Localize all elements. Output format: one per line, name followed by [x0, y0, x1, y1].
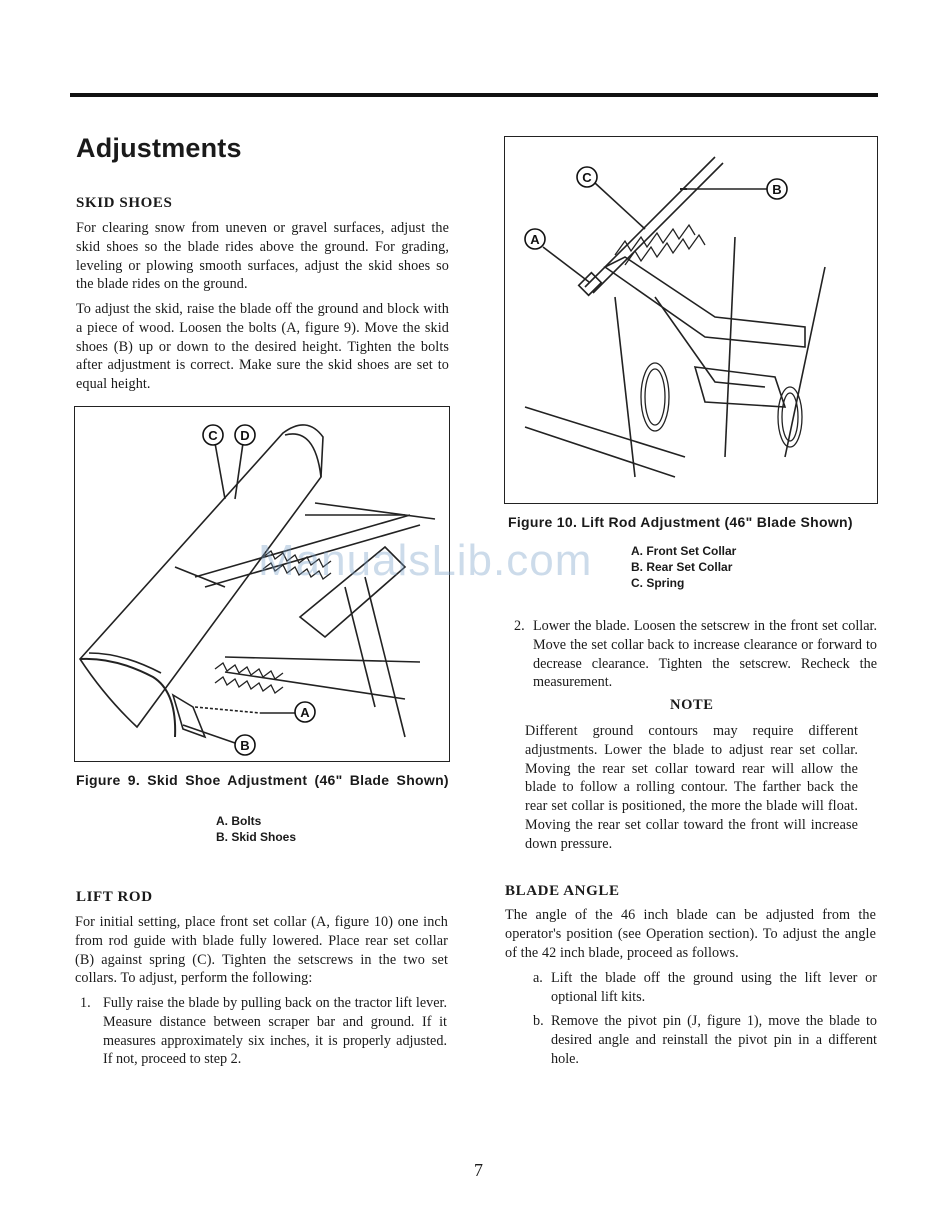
figure-9-legend: [216, 813, 296, 845]
blade-angle-paragraph: The angle of the 46 inch blade can be adjusted from the operator's position (see Operation section). To adjust the angle of the 42 inch blade, proceed as follows.: [505, 907, 876, 961]
watermark: ManualsLib.com: [258, 536, 593, 585]
figure-9-caption: Figure 9. Skid Shoe Adjustment (46" Blade Shown): [76, 772, 449, 788]
figure-9-illustration: [74, 406, 450, 762]
step-1-text: Fully raise the blade by pulling back on the tractor lift lever. Measure distance between scraper bar and ground. If it measures approximately six inches, it is properly adjusted. If not, proceed to step 2.: [103, 995, 447, 1068]
lift-rod-diagram: [505, 137, 876, 502]
lift-rod-heading: LIFT ROD: [76, 889, 153, 905]
skid-shoe-diagram: [75, 407, 448, 760]
figure-10-illustration: [504, 136, 878, 504]
callout-a: A: [300, 705, 310, 720]
callout-c: C: [208, 428, 218, 443]
lift-rod-paragraph: For initial setting, place front set collar (A, figure 10) one inch from rod guide with blade fully lowered. Place rear set collar (B) against spring (C). Tighten the setscrews in the two set collars. To adjust, perform the following:: [75, 914, 448, 987]
step-a-text: Lift the blade off the ground using the lift lever or optional lift kits.: [551, 970, 877, 1005]
callout-a: A: [530, 232, 540, 247]
callout-d: D: [240, 428, 250, 443]
page-number: 7: [474, 1160, 483, 1180]
header-rule: [70, 93, 878, 97]
legend-item: C. Spring: [631, 576, 685, 590]
skid-shoes-paragraph-1: For clearing snow from uneven or gravel surfaces, adjust the skid shoes so the blade rides above the ground. For grading, leveling or plowing smooth surfaces, adjust the skid shoes so the blade rides on the ground.: [76, 220, 449, 293]
legend-item: B. Rear Set Collar: [631, 560, 733, 574]
callout-b: B: [240, 738, 250, 753]
step-b-text: Remove the pivot pin (J, figure 1), move the blade to desired angle and reinstall the pivot pin in a different hole.: [551, 1013, 877, 1067]
note-text: Different ground contours may require different adjustments. Lower the blade to adjust rear set collar. Moving the rear set collar toward rear will allow the blade to follow a rolling contour. The farther back the rear set collar is positioned, the more the blade will float. Moving the rear set collar toward the front will increase down pressure.: [525, 723, 858, 852]
blade-angle-heading: BLADE ANGLE: [505, 883, 620, 899]
skid-shoes-paragraph-2: To adjust the skid, raise the blade off the ground and block with a piece of wood. Loosen the bolts (A, figure 9). Move the skid shoes (B) up or down to the desired height. Tighten the bolts after adjustment is correct. Make sure the skid shoes are set to equal height.: [76, 301, 449, 393]
callout-c: C: [582, 170, 592, 185]
step-1-number: 1.: [80, 995, 91, 1011]
legend-item: B. Skid Shoes: [216, 830, 297, 844]
legend-item: A. Front Set Collar: [631, 544, 737, 558]
figure-10-caption: Figure 10. Lift Rod Adjustment (46" Blade Shown): [508, 514, 853, 530]
legend-item: A. Bolts: [216, 814, 262, 828]
callout-b: B: [772, 182, 782, 197]
step-b-label: b.: [533, 1013, 544, 1029]
step-a-label: a.: [533, 970, 543, 986]
page-title: Adjustments: [76, 133, 242, 163]
figure-10-legend: [631, 543, 736, 591]
note-heading: NOTE: [670, 697, 714, 713]
skid-shoes-heading: SKID SHOES: [76, 195, 173, 211]
step-2-number: 2.: [514, 618, 525, 634]
step-2-text: Lower the blade. Loosen the setscrew in the front set collar. Move the set collar back to increase clearance or forward to decrease clearance. Tighten the setscrew. Recheck the measurement.: [533, 618, 877, 691]
